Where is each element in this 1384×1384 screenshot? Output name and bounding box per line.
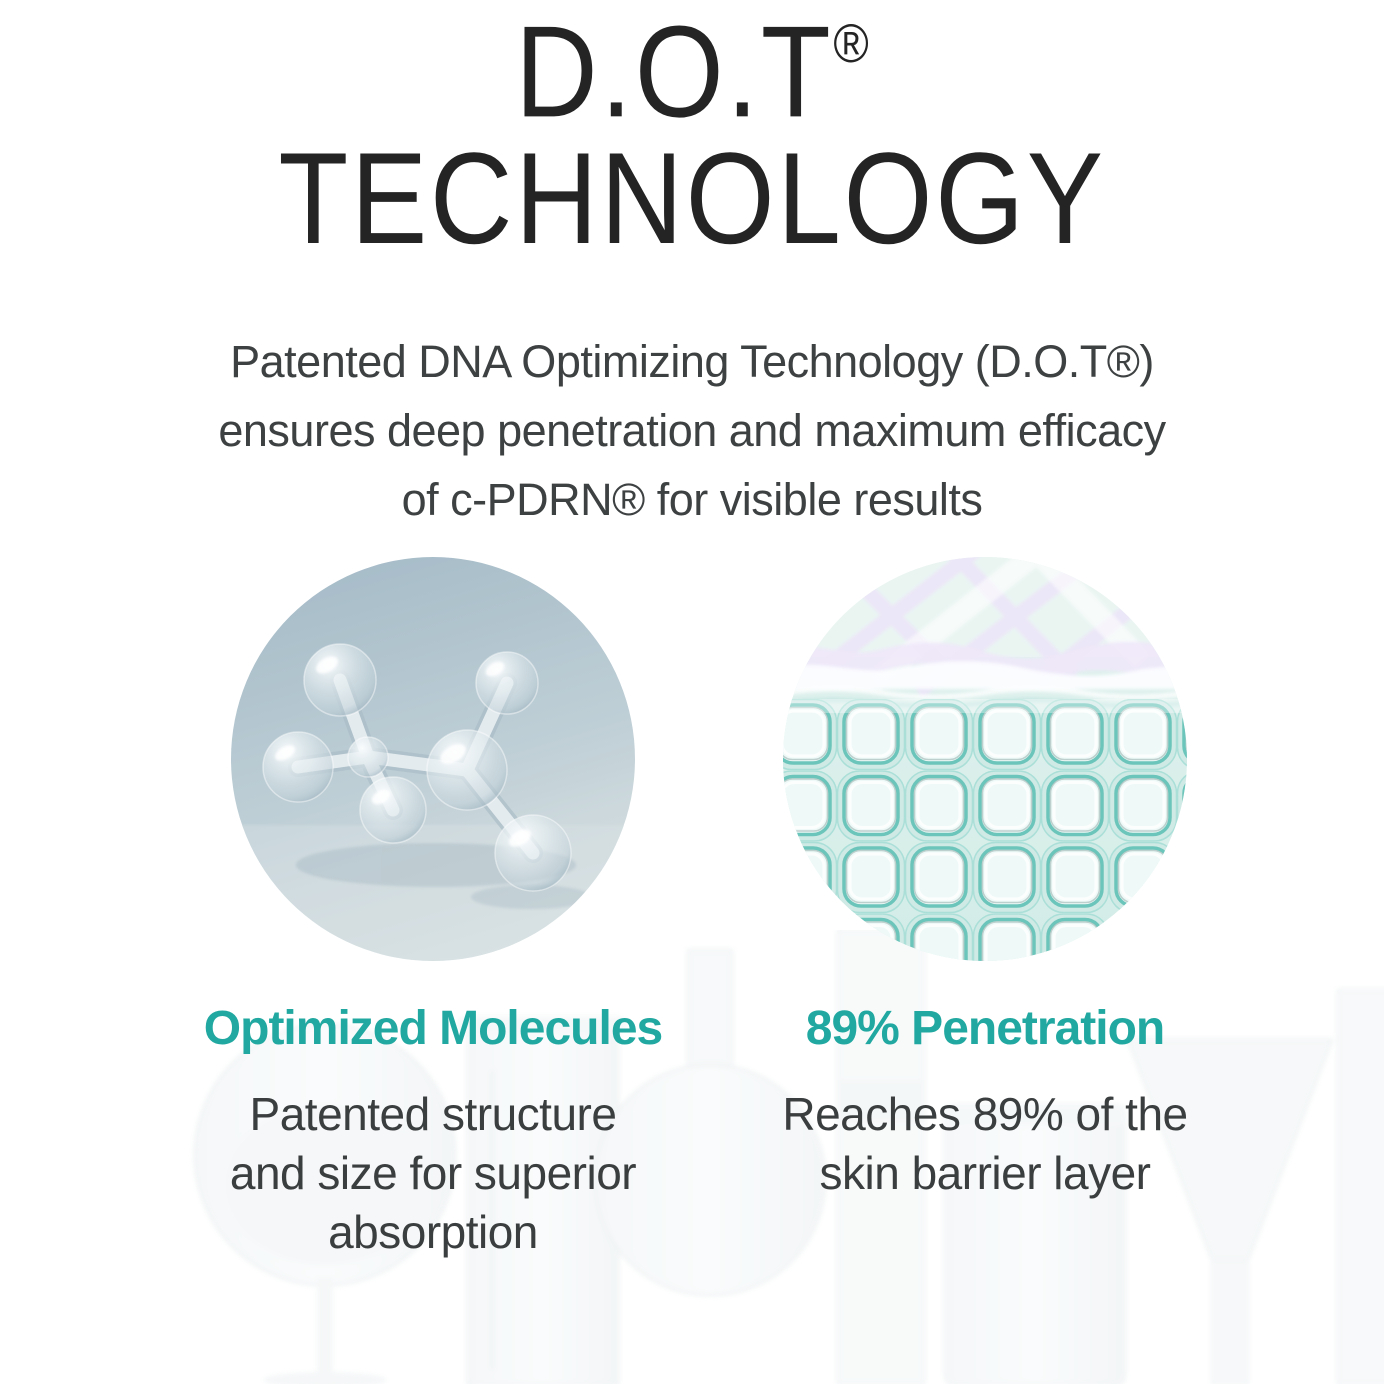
title-technology-text: TECHNOLOGY <box>278 125 1106 272</box>
title-block <box>0 0 1384 272</box>
feature-caption-optimized-molecules <box>183 1085 683 1262</box>
subtitle-line: ensures deep penetration and maximum efficacy <box>218 405 1166 456</box>
page-title-line1 <box>0 0 1384 145</box>
caption-line: Reaches 89% of the <box>782 1088 1188 1140</box>
caption-line: absorption <box>328 1206 538 1258</box>
skin-barrier-layers-image <box>783 557 1187 961</box>
feature-heading-89-percent-penetration: 89% Penetration <box>805 1002 1165 1055</box>
subtitle-line: of c-PDRN® for visible results <box>401 474 983 525</box>
glass-molecule-image <box>231 557 635 961</box>
title-dot-text: D.O.T <box>515 0 834 145</box>
subtitle-line: Patented DNA Optimizing Technology (D.O.T®) <box>230 336 1154 387</box>
registered-trademark-symbol: ® <box>833 13 869 75</box>
feature-optimized-molecules <box>183 557 683 1262</box>
caption-line: skin barrier layer <box>819 1147 1151 1199</box>
caption-line: and size for superior <box>229 1147 637 1199</box>
page-title-line2 <box>0 125 1384 272</box>
caption-line: Patented structure <box>249 1088 617 1140</box>
feature-89-percent-penetration <box>735 557 1235 1203</box>
subtitle-paragraph <box>0 327 1384 534</box>
feature-heading-optimized-molecules: Optimized Molecules <box>203 1002 663 1055</box>
feature-caption-89-percent-penetration <box>735 1085 1235 1203</box>
